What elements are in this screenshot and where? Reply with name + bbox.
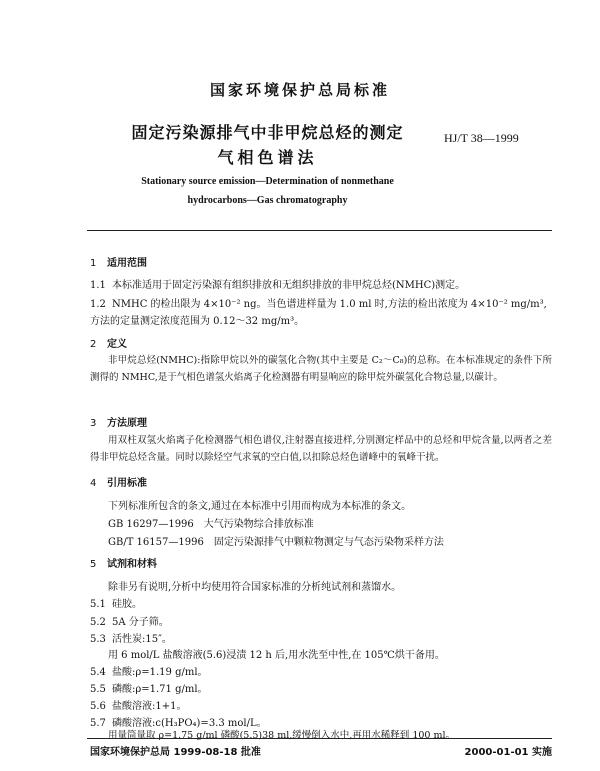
clause-5-4: 5.4 盐酸:ρ=1.19 g/ml。 bbox=[90, 667, 208, 678]
clause-1-2-cont: 方法的定量测定浓度范围为 0.12～32 mg/m³。 bbox=[90, 316, 305, 327]
reference-gbt16157: GB/T 16157—1996 固定污染源排气中颗粒物测定与气态污染物采样方法 bbox=[108, 537, 444, 548]
section-5-heading: 5 试剂和材料 bbox=[90, 559, 157, 570]
clause-5-2: 5.2 5A 分子筛。 bbox=[90, 617, 169, 628]
title-chinese-line1: 固定污染源排气中非甲烷总烃的测定 bbox=[131, 123, 404, 142]
standard-number: HJ/T 38—1999 bbox=[444, 131, 519, 145]
reference-gb16297: GB 16297—1996 大气污染物综合排放标准 bbox=[108, 519, 314, 530]
clause-5-1: 5.1 硅胶。 bbox=[90, 599, 142, 610]
clause-5-3: 5.3 活性炭:15″。 bbox=[90, 634, 172, 645]
section-3-text: 用双柱双氢火焰离子化检测器气相色谱仪,注射器直接进样,分别测定样品中的总烃和甲烷含量,以两者之差得非甲烷总烃含量。同时以除烃空气求氧的空白值,以扣除总烃色谱峰中的氧峰干扰。 bbox=[90, 435, 552, 463]
clause-1-1: 1.1 本标准适用于固定污染源有组织排放和无组织排放的非甲烷总烃(NMHC)测定。 bbox=[90, 280, 466, 291]
issuing-agency: 国家环境保护总局标准 bbox=[209, 81, 390, 99]
section-2-text: 非甲烷总烃(NMHC):指除甲烷以外的碳氢化合物(其中主要是 C₂～C₈)的总称。在本标准规定的条件下所测得的 NMHC,是于气相色谱氢火焰离子化检测器有明显响应的除甲烷外碳氢化合物总量,以碳计。 bbox=[90, 355, 552, 383]
clause-5-7: 5.7 磷酸溶液:c(H₃PO₄)=3.3 mol/L。 bbox=[90, 718, 267, 729]
title-english-line1: Stationary source emission—Determination of nonmethane bbox=[141, 176, 394, 187]
section-3-heading: 3 方法原理 bbox=[90, 418, 147, 429]
clause-5-5: 5.5 磷酸:ρ=1.71 g/ml。 bbox=[90, 684, 208, 695]
clause-5-7-cont: 用量筒量取 ρ=1.75 g/ml 磷酸(5.5)38 ml,缓慢倒入水中,再用水稀释到 100 ml。 bbox=[108, 730, 456, 741]
footer-divider bbox=[87, 738, 552, 739]
approval-line: 国家环境保护总局 1999-08-18 批准 bbox=[90, 747, 261, 758]
header-divider bbox=[87, 230, 552, 231]
clause-1-2: 1.2 NMHC 的检出限为 4×10⁻² ng。当色谱进样量为 1.0 ml 时,方法的检出浓度为 4×10⁻² mg/m³, bbox=[90, 299, 547, 310]
section-4-heading: 4 引用标准 bbox=[90, 478, 147, 489]
effective-date: 2000-01-01 实施 bbox=[464, 747, 552, 758]
section-1-heading: 1 适用范围 bbox=[90, 258, 147, 269]
title-chinese-line2: 气相色谱法 bbox=[217, 148, 318, 167]
section-2-heading: 2 定义 bbox=[90, 339, 127, 350]
section-5-intro: 除非另有说明,分析中均使用符合国家标准的分析纯试剂和蒸馏水。 bbox=[108, 582, 402, 593]
title-english-line2: hydrocarbons—Gas chromatography bbox=[187, 195, 348, 206]
section-4-intro: 下列标准所包含的条文,通过在本标准中引用而构成为本标准的条文。 bbox=[108, 501, 412, 512]
clause-5-3-cont: 用 6 mol/L 盐酸溶液(5.6)浸渍 12 h 后,用水洗至中性,在 105℃烘干备用。 bbox=[108, 650, 445, 661]
clause-5-6: 5.6 盐酸溶液:1+1。 bbox=[90, 701, 187, 712]
